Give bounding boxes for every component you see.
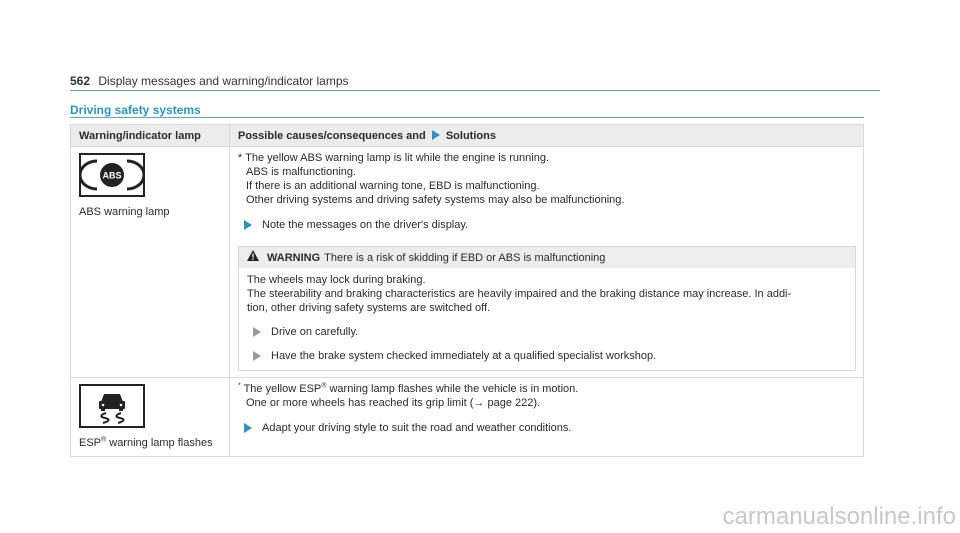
- lamp-label: ABS warning lamp: [79, 206, 170, 218]
- warning-box: [238, 246, 856, 371]
- cause-text-b: warning lamp flashes while the vehicle is in motion.: [326, 383, 579, 395]
- footnote-star: *: [238, 382, 241, 390]
- abs-warning-icon: [79, 153, 223, 201]
- col-header-lamp: Warning/indicator lamp: [71, 125, 230, 147]
- table-header-row: [71, 125, 864, 147]
- causes-cell: [230, 147, 864, 378]
- solution-step-text: Adapt your driving style to suit the road and weather conditions.: [262, 422, 572, 434]
- warning-triangle-icon: [247, 250, 259, 265]
- page-number: 562: [70, 74, 91, 88]
- page-header: [70, 74, 349, 88]
- step-arrow-icon: [244, 220, 252, 230]
- esp-skid-icon: [79, 384, 223, 432]
- solution-step: [238, 421, 857, 435]
- col-header-causes-text: Possible causes/consequences and: [238, 130, 426, 142]
- step-arrow-icon: [253, 327, 261, 337]
- warning-body: [239, 268, 855, 370]
- section-title: Driving safety systems: [70, 103, 201, 117]
- col-header-solutions-text: Solutions: [445, 130, 496, 142]
- warning-step-text: Have the brake system checked immediately at a qualified specialist workshop.: [271, 350, 657, 362]
- col-header-causes: [230, 125, 864, 147]
- cause-text-a: The yellow ESP: [240, 383, 322, 395]
- lamp-cell: [71, 378, 230, 457]
- warning-step: [247, 349, 847, 363]
- lamp-cell: [71, 147, 230, 378]
- table-row: [71, 147, 864, 378]
- causes-cell: [230, 378, 864, 457]
- page-header-title: Display messages and warning/indicator lamps: [98, 74, 349, 88]
- step-arrow-icon: [253, 351, 261, 361]
- registered-mark: ®: [101, 436, 107, 444]
- step-arrow-icon: [244, 423, 252, 433]
- lamp-label: [79, 436, 223, 450]
- solution-step-text: Note the messages on the driver's display.: [262, 219, 469, 231]
- cause-line: ABS is malfunctioning.: [246, 166, 357, 178]
- warning-text: The steerability and braking characteristics are heavily impaired and the braking distance may increase. In addi-: [247, 288, 792, 300]
- cause-line: * The yellow ABS warning lamp is lit while the engine is running.: [238, 152, 550, 164]
- lamp-label-a: ESP: [79, 437, 102, 449]
- lamp-table: [70, 124, 864, 457]
- cause-line: If there is an additional warning tone, EBD is malfunctioning.: [246, 180, 540, 192]
- solution-arrow-icon: [432, 130, 440, 140]
- solution-step: [238, 218, 857, 232]
- registered-mark: ®: [321, 382, 327, 390]
- cause-line: [238, 382, 857, 396]
- warning-text: tion, other driving safety systems are switched off.: [247, 302, 491, 314]
- warning-header: [239, 247, 855, 268]
- header-rule: [70, 90, 880, 91]
- watermark: carmanualsonline.info: [722, 503, 956, 530]
- table-row: [71, 378, 864, 457]
- cause-line: Other driving systems and driving safety systems may also be malfunctioning.: [246, 194, 625, 206]
- cause-line-page-link[interactable]: One or more wheels has reached its grip limit (→ page 222).: [246, 397, 541, 409]
- warning-headline: There is a risk of skidding if EBD or ABS is malfunctioning: [324, 251, 606, 264]
- lamp-label-b: warning lamp flashes: [106, 437, 213, 449]
- warning-step: [247, 325, 847, 339]
- section-rule: [70, 117, 864, 118]
- warning-step-text: Drive on carefully.: [271, 326, 359, 338]
- warning-text: The wheels may lock during braking.: [247, 274, 426, 286]
- svg-text:ABS: ABS: [102, 170, 122, 181]
- warning-title: WARNING: [267, 251, 321, 264]
